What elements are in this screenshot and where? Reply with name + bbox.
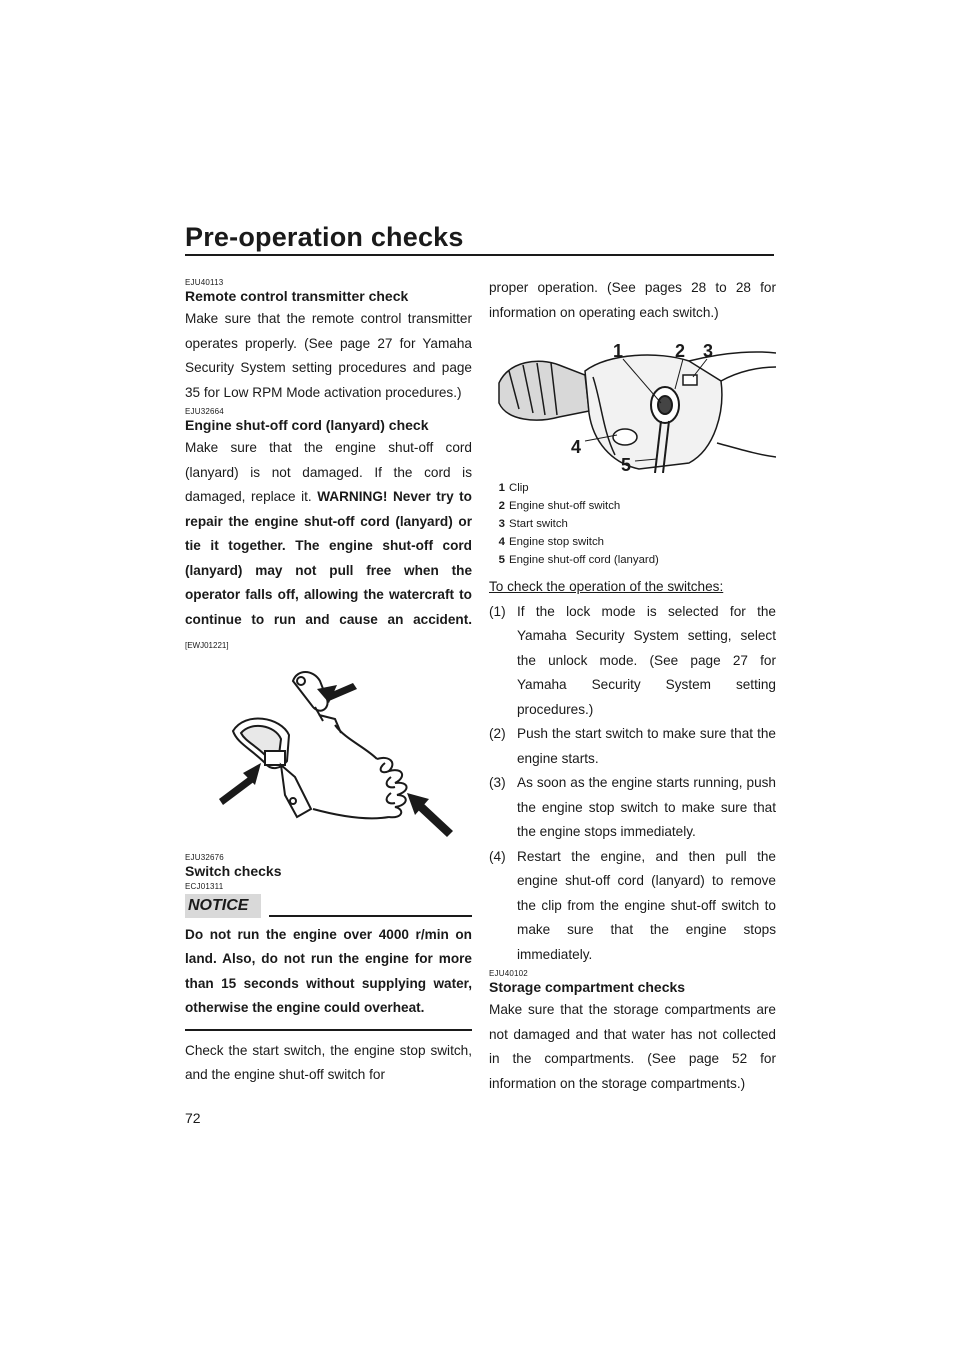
left-column [185,276,472,1088]
caption-number: 4 [498,536,505,548]
section-heading-switch: Switch checks [185,862,282,879]
storage-paragraph: Make sure that the storage compartments are not damaged and that water has not collected in the compartments. (See page 52 for information on the storage compartments.) [489,1002,776,1091]
page-title: Pre-operation checks [185,222,464,252]
cord-paragraph [185,436,472,659]
caption-label: Engine stop switch [509,536,604,548]
warning-code: [EWJ01221] [185,641,229,650]
step-number: (2) [489,726,506,741]
callout-1: 1 [613,341,624,361]
step-text: Restart the engine, and then pull the engine shut-off cord (lanyard) to remove the clip from the engine shut-off switch to make sure that the engine stops immediately. [517,848,776,962]
caption-label: Engine shut-off cord (lanyard) [509,554,659,566]
caption-item [489,497,776,515]
caption-number: 3 [498,518,505,530]
notice-end-rule [185,1029,472,1031]
switch-paragraph: Check the start switch, the engine stop switch, and the engine shut-off switch for [185,1042,472,1082]
section-heading-cord: Engine shut-off cord (lanyard) check [185,417,429,433]
caption-item [489,533,776,551]
caption-number: 2 [498,500,505,512]
caption-label: Clip [509,482,529,494]
switch-illustration [489,331,776,473]
arrow-icon [407,793,453,837]
start-switch-icon [683,375,697,385]
clip-icon [293,672,341,733]
step-number: (4) [489,848,506,864]
callout-4: 4 [571,437,582,457]
handlebar-grip-icon [499,361,589,420]
title-divider [185,254,774,256]
procedure-step [489,722,776,771]
wrist-strap-icon [233,718,311,816]
procedure-step [489,600,776,723]
caption-label: Start switch [509,518,568,530]
step-number: (1) [489,603,506,619]
engine-shut-off-switch-icon [651,387,679,423]
coiled-cord-icon [313,725,407,818]
caption-item [489,515,776,533]
remote-paragraph: Make sure that the remote control transmitter operates properly. (See page 27 for Yamaha Security System setting procedures and page 35 for Low RPM Mode activation procedures.) [185,311,472,400]
section-code: EJU40113 [185,278,224,287]
step-text: Push the start switch to make sure that the engine starts. [517,726,776,766]
notice-header [185,894,472,920]
callout-2: 2 [675,341,686,361]
step-text: If the lock mode is selected for the Yamaha Security System setting, select the unlock mode. (See page 27 for Yamaha Security System setting procedures.) [517,603,776,717]
section-heading-storage: Storage compartment checks [489,979,686,995]
engine-stop-switch-icon [613,429,637,445]
continuation-paragraph: proper operation. (See pages 28 to 28 for information on operating each switch.) [489,280,776,320]
notice-code: ECJ01311 [185,881,224,891]
caption-number: 1 [498,482,505,494]
page-number: 72 [185,1110,201,1126]
notice-rule [269,915,472,917]
section-code: EJU32664 [185,407,224,416]
section-code: EJU40102 [489,969,528,978]
procedure-step [489,845,776,968]
step-text: As soon as the engine starts running, push the engine stop switch to make sure that the engine stops immediately. [517,775,776,839]
arrow-icon [219,763,261,805]
section-heading-remote: Remote control transmitter check [185,288,409,304]
procedure-step [489,771,776,845]
caption-item [489,551,776,569]
lanyard-illustration [185,659,472,851]
cord-text: Make sure that the engine shut-off cord (lanyard) is not damaged. If the cord is damaged, replace it. [185,440,472,504]
step-number: (3) [489,775,506,790]
caption-number: 5 [498,554,505,566]
callout-3: 3 [703,341,714,361]
notice-text: Do not run the engine over 4000 r/min on land. Also, do not run the engine for more than 15 seconds without supplying water, otherwise the engine could overheat. [185,926,472,1015]
procedure-steps [489,600,776,968]
right-column [489,276,776,1096]
caption-label: Engine shut-off switch [509,500,621,512]
caption-item [489,479,776,497]
notice-badge: NOTICE [185,894,261,918]
section-code: EJU32676 [185,852,224,862]
figure-caption-list [489,479,776,569]
warning-text: WARNING! Never try to repair the engine shut-off cord (lanyard) or tie it together. The engine shut-off cord (lanyard) may not pull free when the operator falls off, allowing the watercraft to continue to run and cause an accident. [185,489,472,627]
callout-5: 5 [621,455,632,473]
procedure-title: To check the operation of the switches: [489,579,724,594]
